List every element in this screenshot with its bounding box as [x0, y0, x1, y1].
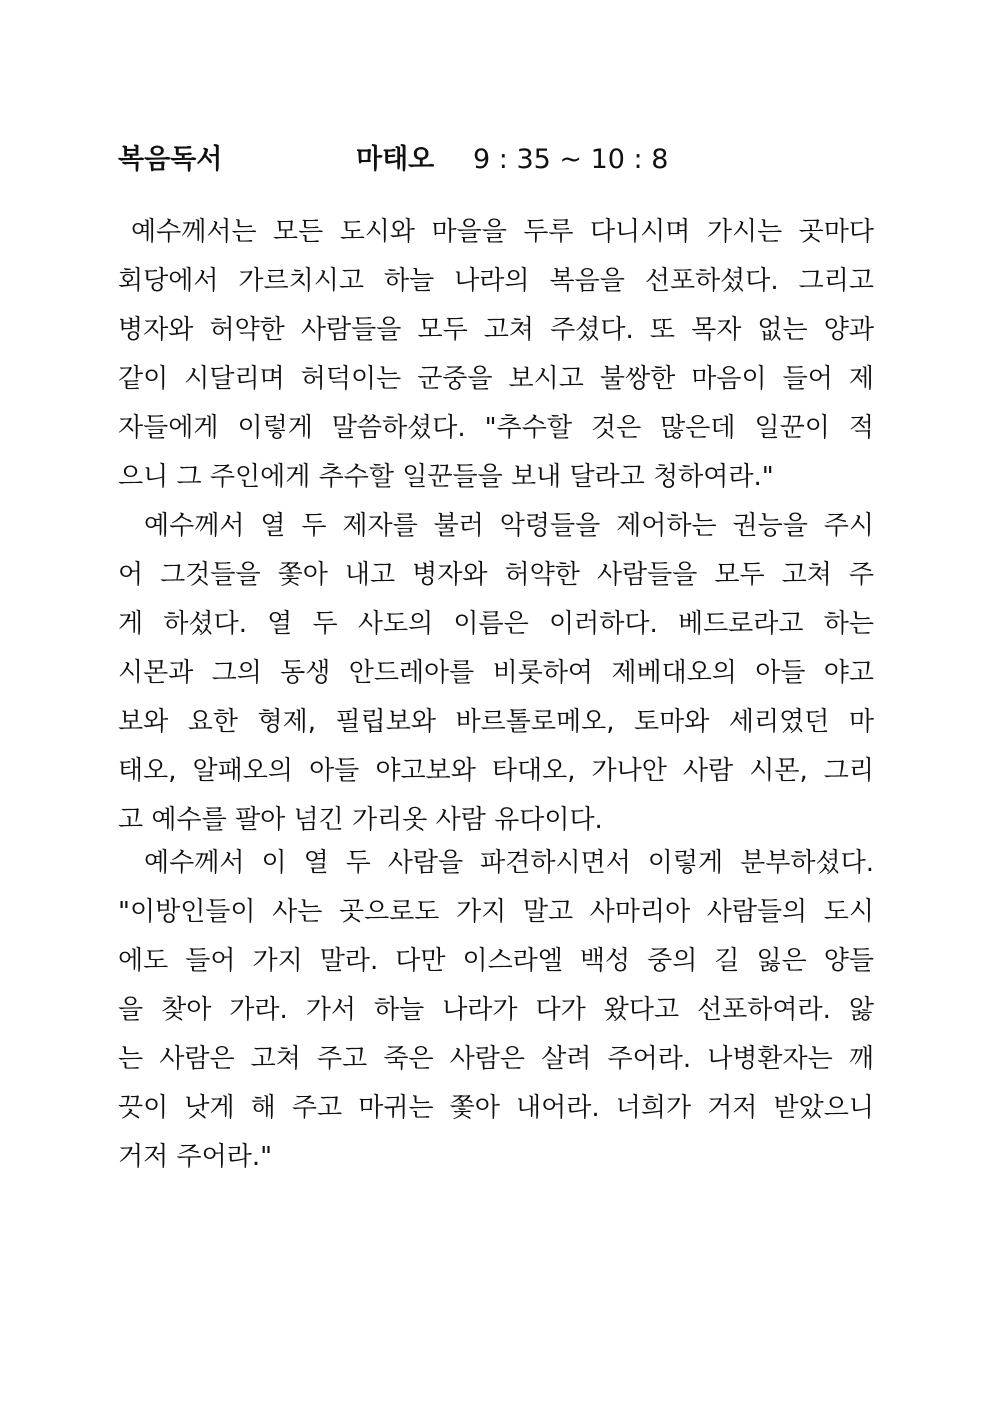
text-line: 고 예수를 팔아 넘긴 가리옷 사람 유다이다.	[118, 805, 603, 835]
text-line: 보와 요한 형제, 필립보와 바르톨로메오, 토마와 세리였던 마	[118, 707, 874, 737]
text-line: 게 하셨다. 열 두 사도의 이름은 이러하다. 베드로라고 하는	[118, 609, 874, 639]
paragraph-3	[118, 839, 874, 1182]
book-name: 마태오	[356, 144, 435, 175]
text-line: 에도 들어 가지 말라. 다만 이스라엘 백성 중의 길 잃은 양들	[118, 946, 874, 976]
text-line: 같이 시달리며 허덕이는 군중을 보시고 불쌍한 마음이 들어 제	[118, 364, 874, 394]
text-line: 예수께서 열 두 제자를 불러 악령들을 제어하는 권능을 주시	[144, 511, 874, 541]
text-line: 을 찾아 가라. 가서 하늘 나라가 다가 왔다고 선포하여라. 앓	[118, 995, 874, 1025]
text-line: 는 사람은 고쳐 주고 죽은 사람은 살려 주어라. 나병환자는 깨	[118, 1044, 874, 1074]
verse-reference: 9 : 35 ~ 10 : 8	[473, 144, 669, 175]
text-line: 시몬과 그의 동생 안드레아를 비롯하여 제베대오의 아들 야고	[118, 658, 874, 688]
reading-title: 복음독서	[118, 144, 223, 175]
text-line: 예수께서 이 열 두 사람을 파견하시면서 이렇게 분부하셨다.	[144, 848, 874, 878]
text-line: 끗이 낫게 해 주고 마귀는 쫓아 내어라. 너희가 거저 받았으니	[118, 1093, 874, 1123]
text-line: 병자와 허약한 사람들을 모두 고쳐 주셨다. 또 목자 없는 양과	[118, 315, 874, 345]
text-line: 어 그것들을 쫓아 내고 병자와 허약한 사람들을 모두 고쳐 주	[118, 560, 874, 590]
reading-heading	[118, 138, 878, 182]
text-line: 자들에게 이렇게 말씀하셨다. "추수할 것은 많은데 일꾼이 적	[118, 413, 874, 443]
text-line: 으니 그 주인에게 추수할 일꾼들을 보내 달라고 청하여라."	[118, 462, 774, 492]
text-line: 태오, 알패오의 아들 야고보와 타대오, 가나안 사람 시몬, 그리	[118, 756, 874, 786]
paragraph-1	[118, 208, 874, 502]
paragraph-2	[118, 502, 874, 845]
text-line: 거저 주어라."	[118, 1142, 273, 1172]
text-line: 회당에서 가르치시고 하늘 나라의 복음을 선포하셨다. 그리고	[118, 266, 874, 296]
text-line: 예수께서는 모든 도시와 마을을 두루 다니시며 가시는 곳마다	[131, 217, 874, 247]
text-line: "이방인들이 사는 곳으로도 가지 말고 사마리아 사람들의 도시	[118, 897, 874, 927]
